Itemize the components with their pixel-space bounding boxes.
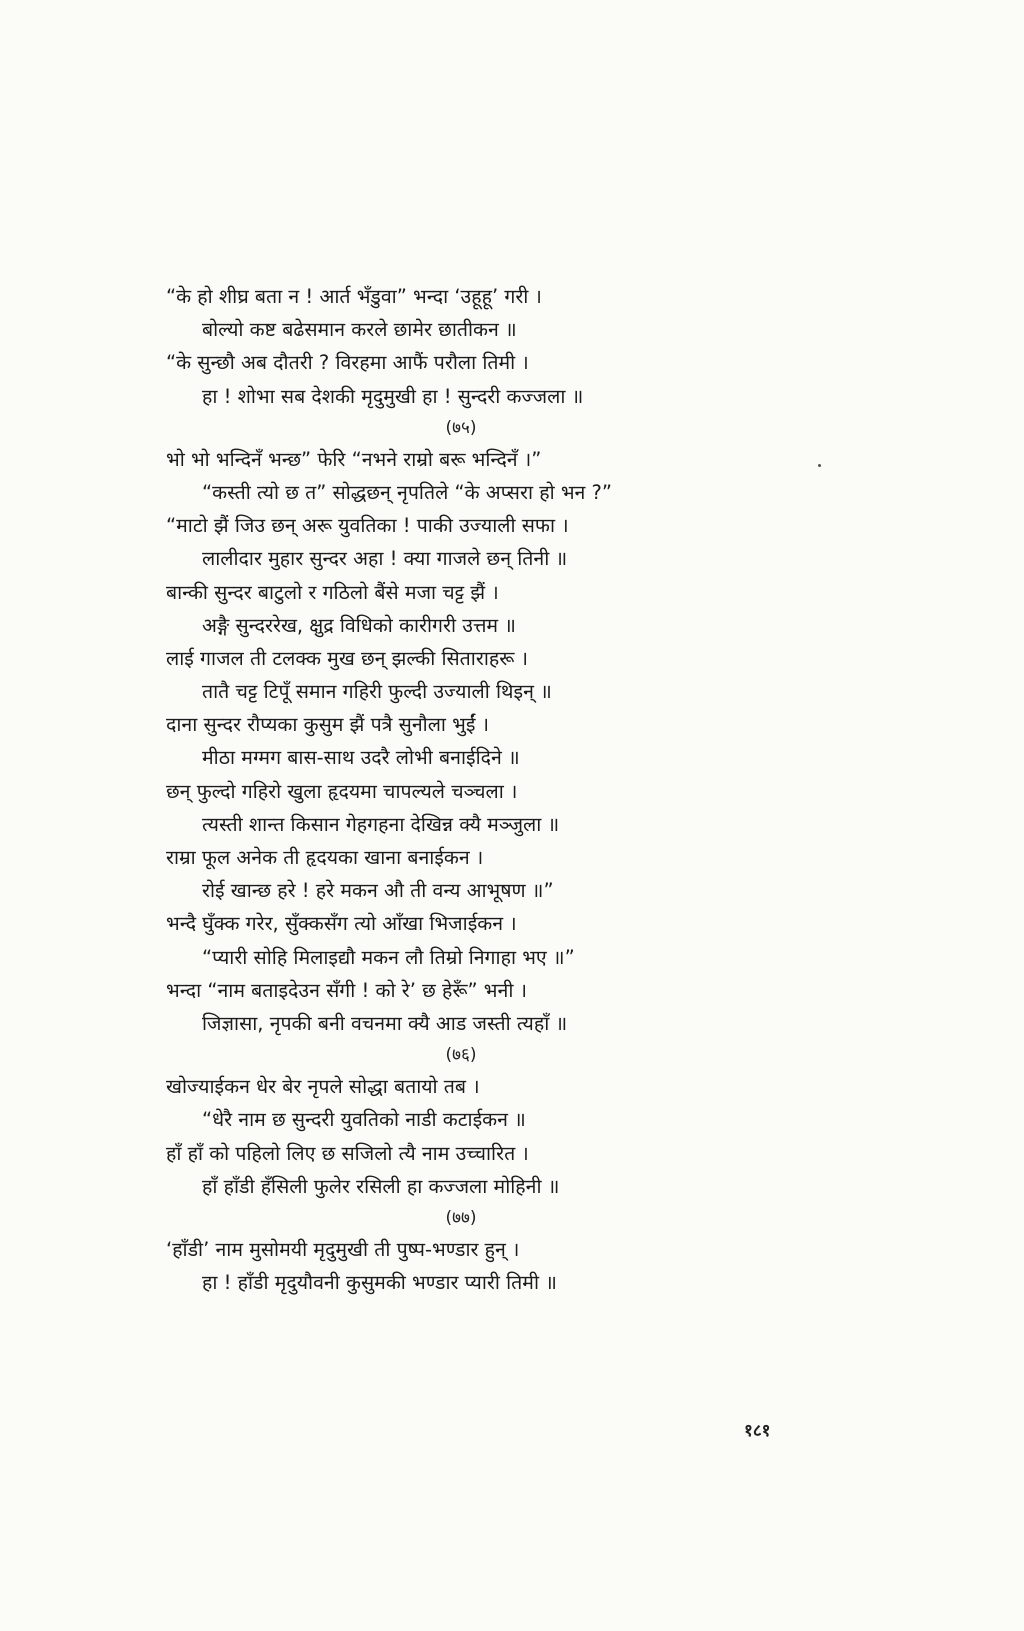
verse-line: ‘हाँडी’ नाम मुसोमयी मृदुमुखी ती पुष्प-भण्डार हुन् ।	[166, 1237, 520, 1261]
stanza-74-end	[166, 280, 766, 413]
stanza-75	[166, 443, 766, 1040]
verse-line: अङ्गै सुन्दररेख, क्षुद्र विधिको कारीगरी उत्तम ॥	[202, 613, 516, 637]
verse-line: खोज्याईकन धेर बेर नृपले सोद्धा बतायो तब ।	[166, 1075, 480, 1099]
verse-number-75: (७५)	[445, 417, 477, 438]
verse-line: “के हो शीघ्र बता न ! आर्त भँडुवा” भन्दा ‘उहूहू’ गरी ।	[166, 285, 542, 308]
verse-line: बोल्यो कष्ट बढेसमान करले छामेर छातीकन ॥	[202, 318, 517, 342]
verse-line: हाँ हाँ को पहिलो लिए छ सजिलो त्यै नाम उच्चारित ।	[166, 1141, 529, 1165]
verse-line: त्यस्ती शान्त किसान गेहगहना देखिन्न क्यै मञ्जुला ॥	[202, 812, 560, 836]
verse-line: हा ! शोभा सब देशकी मृदुमुखी हा ! सुन्दरी कज्जला ॥	[202, 384, 584, 408]
verse-line: राम्रा फूल अनेक ती हृदयका खाना बनाईकन ।	[166, 846, 484, 869]
verse-line: हाँ हाँडी हँसिली फुलेर रसिली हा कज्जला मोहिनी ॥	[202, 1174, 560, 1198]
stanza-76	[166, 1070, 766, 1203]
verse-line: “प्यारी सोहि मिलाइद्यौ मकन लौ तिम्रो निगाहा भए ॥”	[202, 945, 575, 969]
verse-line: “धेरै नाम छ सुन्दरी युवतिको नाडी कटाईकन ॥	[202, 1108, 526, 1132]
verse-number-76: (७६)	[445, 1045, 477, 1066]
page-number: १८१	[744, 1421, 771, 1441]
verse-line: रोई खान्छ हरे ! हरे मकन औ ती वन्य आभूषण ॥”	[202, 879, 554, 903]
verse-line: “के सुन्छौ अब दौतरी ? विरहमा आफैं परौला तिमी ।	[166, 351, 529, 375]
scan-speck	[818, 464, 821, 467]
verse-line: छन् फुल्दो गहिरो खुला हृदयमा चापल्यले चञ्चला ।	[166, 779, 518, 803]
verse-line: जिज्ञासा, नृपकी बनी वचनमा क्यै आड जस्ती त्यहाँ ॥	[202, 1011, 568, 1035]
verse-line: “कस्ती त्यो छ त” सोद्धछन् नृपतिले “के अप्सरा हो भन ?”	[202, 480, 613, 504]
verse-line: हा ! हाँडी मृदुयौवनी कुसुमकी भण्डार प्यारी तिमी ॥	[202, 1271, 557, 1295]
verse-line: भन्दै घुँक्क गरेर, सुँक्कसँग त्यो आँखा भिजाईकन ।	[166, 912, 517, 936]
verse-line: भन्दा “नाम बताइदेउन सँगी ! को रे’ छ हेरूँ” भनी ।	[166, 978, 527, 1002]
verse-number-77: (७७)	[445, 1207, 477, 1228]
poem-body	[166, 280, 766, 1299]
verse-line: भो भो भन्दिनँ भन्छ” फेरि “नभने राम्रो बरू भन्दिनँ ।”	[166, 447, 542, 471]
verse-line: तातै चट्ट टिपूँ समान गहिरी फुल्दी उज्याली थिइन् ॥	[202, 680, 552, 704]
verse-line: लालीदार मुहार सुन्दर अहा ! क्या गाजले छन् तिनी ॥	[202, 547, 568, 571]
verse-line: “माटो झैं जिउ छन् अरू युवतिका ! पाकी उज्याली सफा ।	[166, 514, 569, 538]
verse-line: मीठा मग्मग बास-साथ उदरै लोभी बनाईदिने ॥	[202, 746, 520, 770]
verse-line: दाना सुन्दर रौप्यका कुसुम झैं पत्रै सुनौला भुईं ।	[166, 713, 490, 737]
stanza-77	[166, 1233, 766, 1299]
verse-line: लाई गाजल ती टलक्क मुख छन् झल्की सिताराहरू ।	[166, 646, 528, 670]
verse-line: बान्की सुन्दर बाटुलो र गठिलो बैंसे मजा चट्ट झैं ।	[166, 580, 499, 604]
